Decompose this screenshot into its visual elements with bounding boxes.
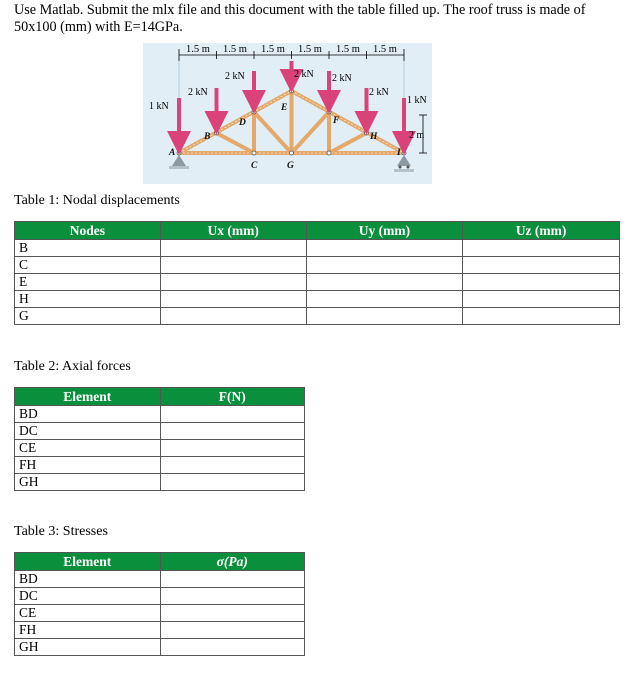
element-cell: GH <box>15 639 161 656</box>
column-header-ux: Ux (mm) <box>160 222 306 240</box>
node-label-f: F <box>333 116 340 126</box>
roof-truss-figure <box>143 43 432 184</box>
element-cell: CE <box>15 440 161 457</box>
load-label-f: 2 kN <box>332 73 352 84</box>
uz-cell[interactable] <box>463 274 620 291</box>
axial-forces-table <box>14 387 305 491</box>
uy-cell[interactable] <box>306 274 463 291</box>
force-cell[interactable] <box>160 406 304 423</box>
table-row <box>15 571 305 588</box>
uy-cell[interactable] <box>306 240 463 257</box>
node-cell: G <box>15 308 161 325</box>
node-cell: E <box>15 274 161 291</box>
element-cell: DC <box>15 588 161 605</box>
column-header-uz: Uz (mm) <box>463 222 620 240</box>
force-cell[interactable] <box>160 474 304 491</box>
table-row <box>15 605 305 622</box>
column-header-element: Element <box>15 388 161 406</box>
height-label: 2 m <box>409 130 425 141</box>
table-row <box>15 406 305 423</box>
column-header-element: Element <box>15 553 161 571</box>
table-row <box>15 274 620 291</box>
ux-cell[interactable] <box>160 291 306 308</box>
node-cell: H <box>15 291 161 308</box>
span-label-3: 1.5 m <box>261 44 285 55</box>
span-label-1: 1.5 m <box>186 44 210 55</box>
stresses-table <box>14 552 305 656</box>
table-header-row <box>15 553 305 571</box>
element-cell: FH <box>15 457 161 474</box>
node-label-h: H <box>370 132 378 142</box>
node-label-i: I <box>397 148 401 158</box>
table3-caption: Table 3: Stresses <box>14 524 108 539</box>
table-row <box>15 474 305 491</box>
stress-cell[interactable] <box>160 622 304 639</box>
table-row <box>15 423 305 440</box>
table-row <box>15 308 620 325</box>
ux-cell[interactable] <box>160 308 306 325</box>
span-label-2: 1.5 m <box>223 44 247 55</box>
table-row <box>15 588 305 605</box>
uy-cell[interactable] <box>306 308 463 325</box>
node-label-c: C <box>251 161 258 171</box>
element-cell: GH <box>15 474 161 491</box>
node-label-g: G <box>287 161 294 171</box>
element-cell: DC <box>15 423 161 440</box>
span-label-6: 1.5 m <box>373 44 397 55</box>
table-row <box>15 257 620 274</box>
table-row <box>15 639 305 656</box>
node-cell: B <box>15 240 161 257</box>
element-cell: BD <box>15 571 161 588</box>
uz-cell[interactable] <box>463 257 620 274</box>
element-cell: CE <box>15 605 161 622</box>
node-label-d: D <box>239 118 246 128</box>
uy-cell[interactable] <box>306 291 463 308</box>
uz-cell[interactable] <box>463 291 620 308</box>
table-row <box>15 291 620 308</box>
column-header-force: F(N) <box>160 388 304 406</box>
span-label-4: 1.5 m <box>298 44 322 55</box>
load-label-i: 1 kN <box>407 95 427 106</box>
element-cell: BD <box>15 406 161 423</box>
ux-cell[interactable] <box>160 274 306 291</box>
table-header-row <box>15 222 620 240</box>
node-label-e: E <box>281 103 288 113</box>
column-header-uy: Uy (mm) <box>306 222 463 240</box>
table-header-row <box>15 388 305 406</box>
stress-cell[interactable] <box>160 571 304 588</box>
load-label-a: 1 kN <box>149 101 169 112</box>
stress-cell[interactable] <box>160 639 304 656</box>
load-label-b: 2 kN <box>188 87 208 98</box>
column-header-stress: σ(Pa) <box>160 553 304 571</box>
element-cell: FH <box>15 622 161 639</box>
stress-cell[interactable] <box>160 588 304 605</box>
uz-cell[interactable] <box>463 240 620 257</box>
table2-caption: Table 2: Axial forces <box>14 359 131 374</box>
force-cell[interactable] <box>160 423 304 440</box>
ux-cell[interactable] <box>160 257 306 274</box>
uy-cell[interactable] <box>306 257 463 274</box>
column-header-nodes: Nodes <box>15 222 161 240</box>
ux-cell[interactable] <box>160 240 306 257</box>
force-cell[interactable] <box>160 457 304 474</box>
load-label-d: 2 kN <box>225 71 245 82</box>
table-row <box>15 240 620 257</box>
table-row <box>15 440 305 457</box>
node-label-a: A <box>169 148 176 158</box>
table1-caption: Table 1: Nodal displacements <box>14 193 180 208</box>
stress-cell[interactable] <box>160 605 304 622</box>
nodal-displacements-table <box>14 221 620 325</box>
load-label-h: 2 kN <box>369 87 389 98</box>
assignment-instructions: Use Matlab. Submit the mlx file and this document with the table filled up. The roof truss is made of 50x100 (mm) with E=14GPa. <box>14 2 586 35</box>
load-label-e: 2 kN <box>294 69 314 80</box>
table-row <box>15 457 305 474</box>
node-label-b: B <box>204 132 211 142</box>
uz-cell[interactable] <box>463 308 620 325</box>
force-cell[interactable] <box>160 440 304 457</box>
node-cell: C <box>15 257 161 274</box>
span-label-5: 1.5 m <box>336 44 360 55</box>
table-row <box>15 622 305 639</box>
